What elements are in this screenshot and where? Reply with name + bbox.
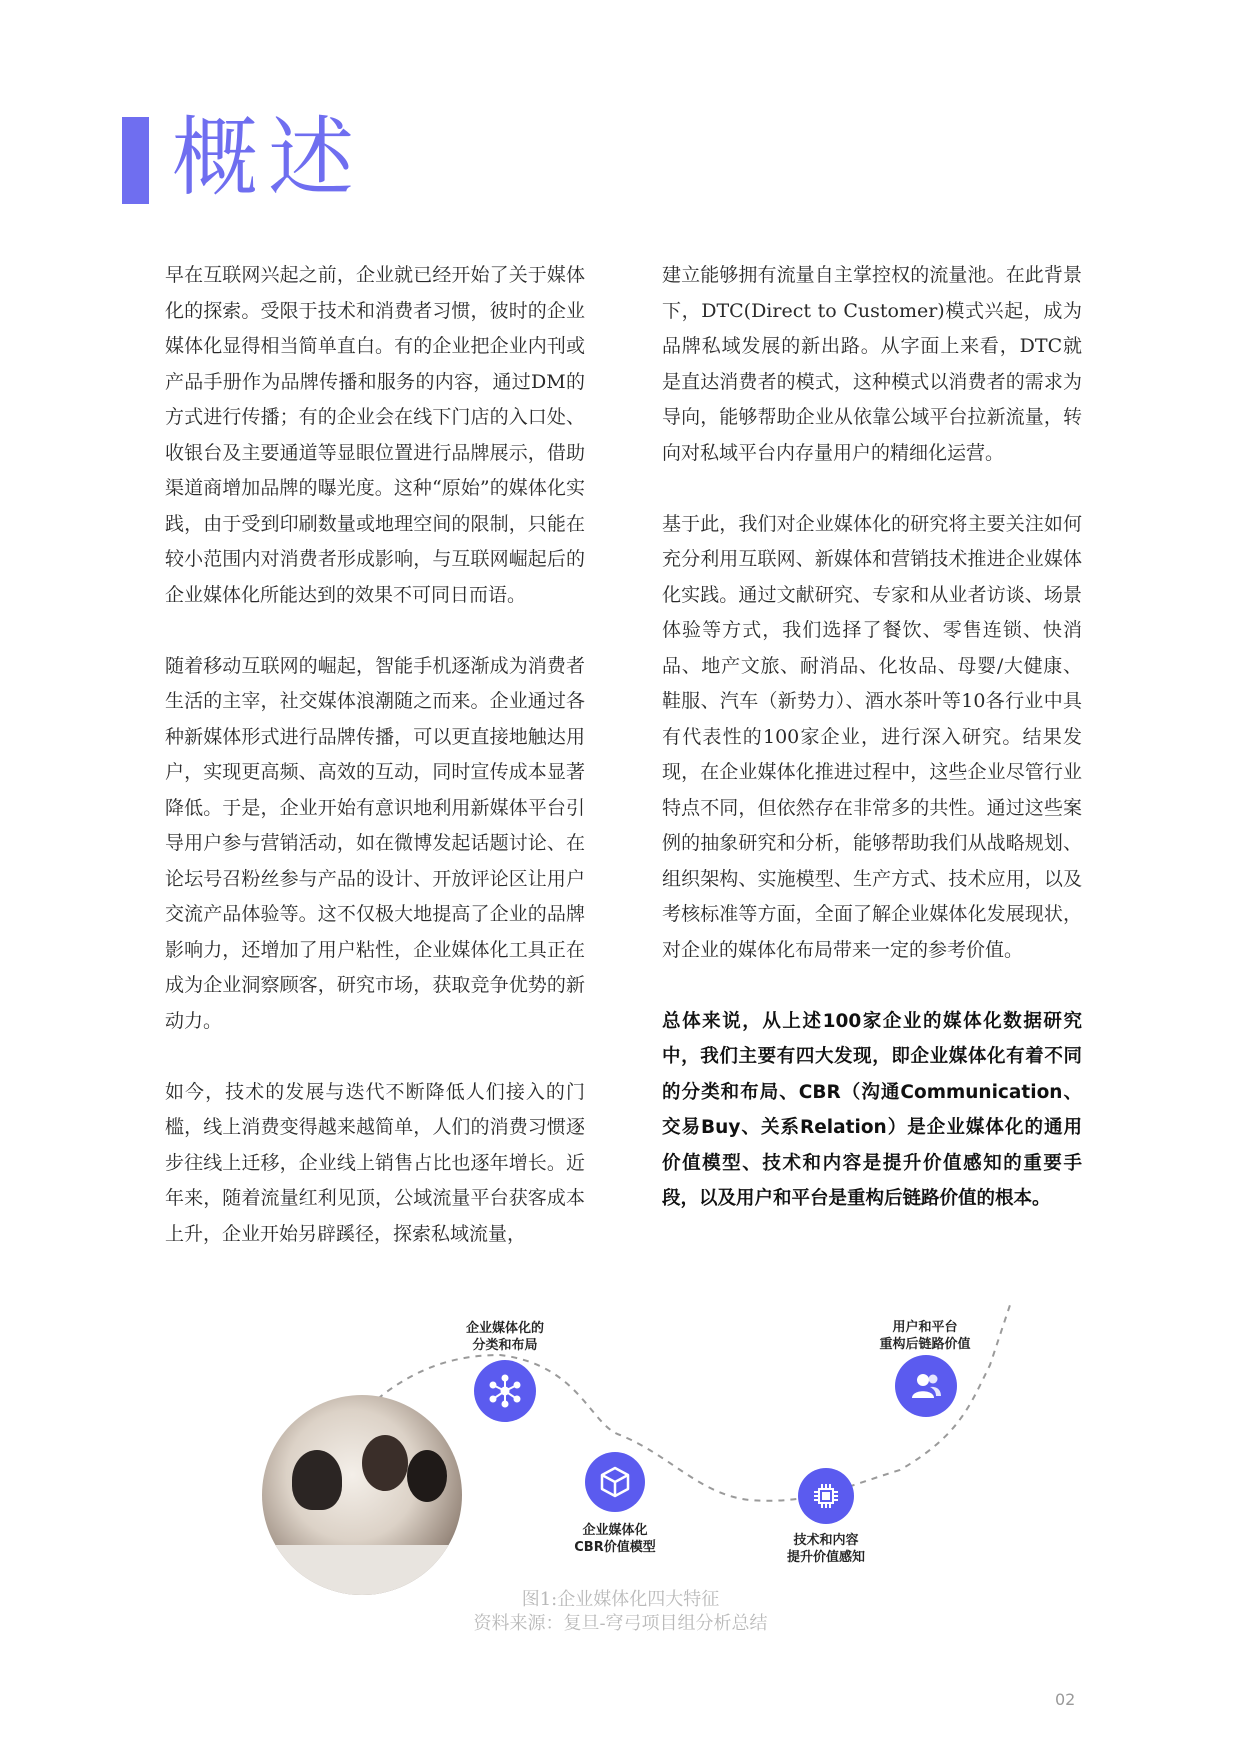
node-label-1 <box>440 1320 570 1354</box>
page-number: 02 <box>1055 1690 1076 1709</box>
person-silhouette <box>362 1435 408 1491</box>
right-column <box>662 258 1082 1252</box>
paragraph: 随着移动互联网的崛起，智能手机逐渐成为消费者生活的主宰，社交媒体浪潮随之而来。企业通过各种新媒体形式进行品牌传播，可以更直接地触达用户，实现更高频、高效的互动，同时宣传成本显著降低。于是，企业开始有意识地利用新媒体平台引导用户参与营销活动，如在微博发起话题讨论、在论坛号召粉丝参与产品的设计、开放评论区让用户交流产品体验等。这不仅极大地提高了企业的品牌影响力，还增加了用户粘性，企业媒体化工具正在成为企业洞察顾客，研究市场，获取竞争优势的新动力。 <box>165 654 585 1032</box>
paragraph: 建立能够拥有流量自主掌控权的流量池。在此背景下，DTC(Direct to Customer)模式兴起，成为品牌私域发展的新出路。从字面上来看，DTC就是直达消费者的模式，这种模式以消费者的需求为导向，能够帮助企业从依靠公域平台拉新流量，转向对私域平台内存量用户的精细化运营。 <box>662 264 1082 464</box>
node-label-2 <box>550 1522 680 1556</box>
title-accent-bar <box>122 117 149 204</box>
users-icon <box>895 1355 957 1417</box>
label-line: 企业媒体化 <box>582 1523 648 1538</box>
paragraph: 如今，技术的发展与迭代不断降低人们接入的门槛，线上消费变得越来越简单，人们的消费习惯逐步往线上迁移，企业线上销售占比也逐年增长。近年来，随着流量红利见顶，公域流量平台获客成本上升，企业开始另辟蹊径，探索私域流量， <box>165 1080 585 1245</box>
label-line: 用户和平台 <box>892 1320 958 1335</box>
paragraph: 早在互联网兴起之前，企业就已经开始了关于媒体化的探索。受限于技术和消费者习惯，彼时的企业媒体化显得相当简单直白。有的企业把企业内刊或产品手册作为品牌传播和服务的内容，通过DM的方式进行传播；有的企业会在线下门店的入口处、收银台及主要通道等显眼位置进行品牌展示，借助渠道商增加品牌的曝光度。这种“原始”的媒体化实践，由于受到印刷数量或地理空间的限制，只能在较小范围内对消费者形成影响，与互联网崛起后的企业媒体化所能达到的效果不可同日而语。 <box>165 264 585 606</box>
call-center-photo <box>262 1395 462 1595</box>
four-features-figure <box>250 1285 1110 1575</box>
page-title: 概述 <box>172 108 364 208</box>
summary-paragraph: 总体来说，从上述100家企业的媒体化数据研究中，我们主要有四大发现，即企业媒体化有着不同的分类和布局、CBR（沟通Communication、交易Buy、关系Relation）是企业媒体化的通用价值模型、技术和内容是提升价值感知的重要手段，以及用户和平台是重构后链路价值的根本。 <box>662 1010 1082 1209</box>
figure-caption: 图1:企业媒体化四大特征 <box>521 1589 720 1610</box>
person-silhouette <box>407 1450 447 1502</box>
label-line: 提升价值感知 <box>786 1550 865 1565</box>
label-line: CBR价值模型 <box>574 1540 656 1555</box>
chip-icon <box>798 1468 854 1524</box>
cube-icon <box>585 1452 645 1512</box>
paragraph: 基于此，我们对企业媒体化的研究将主要关注如何充分利用互联网、新媒体和营销技术推进企业媒体化实践。通过文献研究、专家和从业者访谈、场景体验等方式，我们选择了餐饮、零售连锁、快消品、地产文旅、耐消品、化妆品、母婴/大健康、鞋服、汽车（新势力）、酒水茶叶等10各行业中具有代表性的100家企业，进行深入研究。结果发现，在企业媒体化推进过程中，这些企业尽管行业特点不同，但依然存在非常多的共性。通过这些案例的抽象研究和分析，能够帮助我们从战略规划、组织架构、实施模型、生产方式、技术应用，以及考核标准等方面，全面了解企业媒体化发展现状，对企业的媒体化布局带来一定的参考价值。 <box>662 512 1082 961</box>
label-line: 技术和内容 <box>793 1533 859 1548</box>
label-line: 重构后链路价值 <box>879 1337 971 1352</box>
node-label-4 <box>860 1319 990 1353</box>
person-silhouette <box>292 1450 342 1510</box>
node-label-3 <box>761 1532 891 1566</box>
label-line: 分类和布局 <box>472 1338 538 1353</box>
label-line: 企业媒体化的 <box>465 1321 544 1336</box>
network-icon <box>474 1360 536 1422</box>
figure-source: 资料来源：复旦-穹弓项目组分析总结 <box>473 1613 768 1634</box>
left-column <box>165 258 585 1288</box>
